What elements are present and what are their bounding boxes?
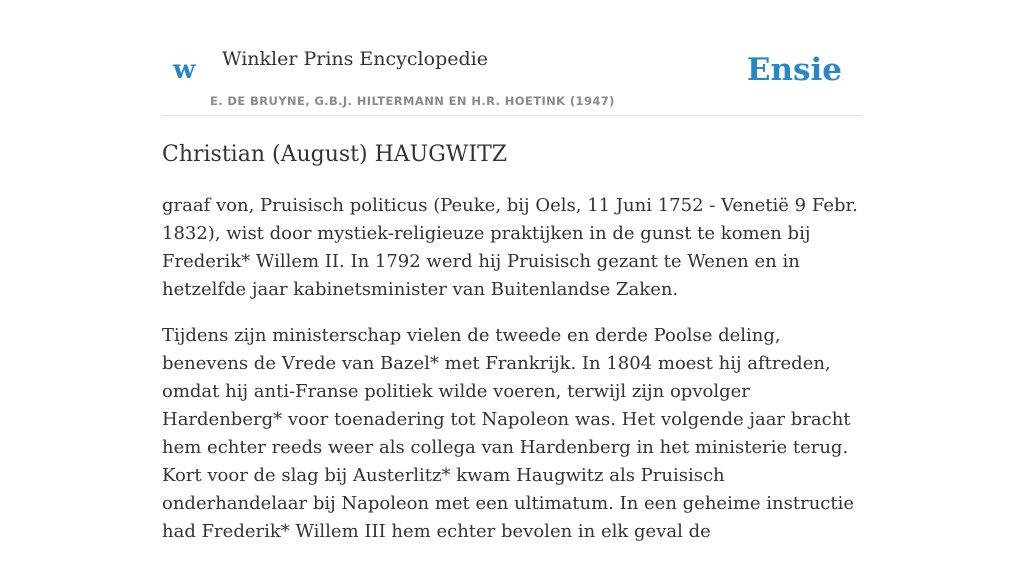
- wp-logo-icon[interactable]: w: [173, 55, 196, 85]
- header-divider: [162, 115, 862, 116]
- paragraph-2: Tijdens zijn ministerschap vielen de tweede en derde Poolse deling, benevens de Vrede van Bazel* met Frankrijk. In 1804 moest hij aftreden, omdat hij anti-Franse politiek wilde voeren, terwijl zijn opvolger Hardenberg* voor toenadering tot Napoleon was. Het volgende jaar bracht hem echter reeds weer als collega van Hardenberg in het ministerie terug. Kort voor de slag bij Austerlitz* kwam Haugwitz als Pruisisch onderhandelaar bij Napoleon met een ultimatum. In een geheime instructie had Frederik* Willem III hem echter bevolen in elk geval de: [162, 325, 855, 542]
- publication-title[interactable]: Winkler Prins Encyclopedie: [222, 48, 488, 70]
- authors-line: E. DE BRUYNE, G.B.J. HILTERMANN EN H.R. HOETINK (1947): [210, 94, 615, 108]
- paragraph-1: graaf von, Pruisisch politicus (Peuke, bij Oels, 11 Juni 1752 - Venetië 9 Febr. 1832), wist door mystiek-religieuze praktijken in de gunst te komen bij Frederik* Willem II. In 1792 werd hij Pruisisch gezant te Wenen en in hetzelfde jaar kabinetsminister van Buitenlandse Zaken.: [162, 195, 858, 300]
- entry-body: [162, 192, 862, 564]
- page-title: Christian (August) HAUGWITZ: [162, 142, 508, 167]
- ensie-logo[interactable]: Ensie: [746, 52, 842, 88]
